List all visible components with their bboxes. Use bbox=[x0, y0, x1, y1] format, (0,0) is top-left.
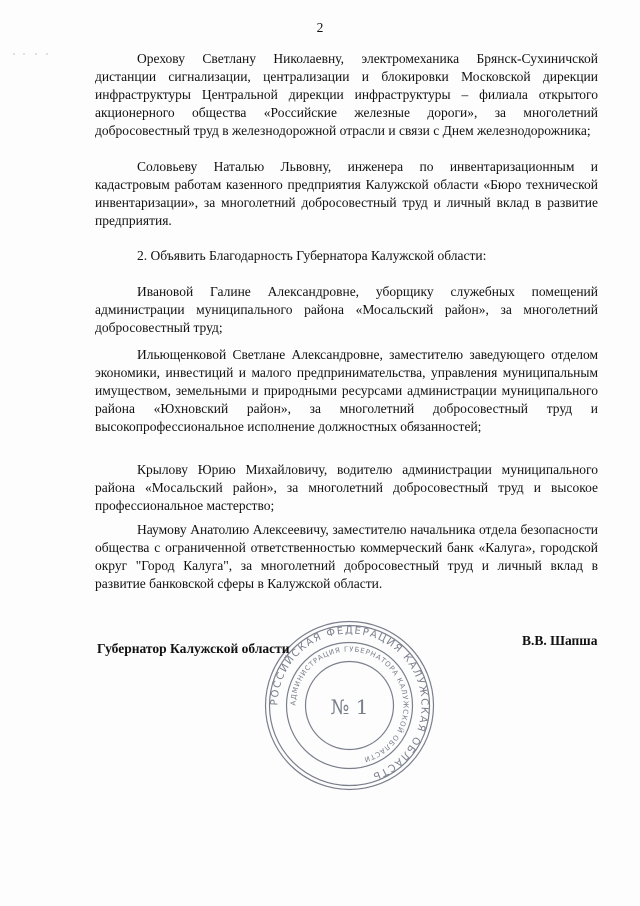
paragraph-ilyushchenkova: Ильющенковой Светлане Александровне, заместителю заведующего отделом экономики, инвестиций и малого предпринимательства, управления муниципальным имуществом, земельными и природными ресурсами администрации муниципального района «Юхновский район», за многолетний добросовестный труд и высокопрофессиональное исполнение должностных обязанностей; bbox=[95, 347, 598, 434]
paragraph-solovyeva: Соловьеву Наталью Львовну, инженера по инвентаризационным и кадастровым работам казенного предприятия Калужской области «Бюро технической инвентаризации», за многолетний добросовестный труд и личный вклад в развитие предприятия. bbox=[95, 159, 598, 228]
paragraph-ivanova: Ивановой Галине Александровне, уборщику служебных помещений администрации муниципального района «Мосальский район», за многолетний добросовестный труд; bbox=[95, 284, 598, 335]
paragraph-naumov: Наумову Анатолию Алексеевичу, заместителю начальника отдела безопасности общества с ограниченной ответственностью коммерческий банк «Калуга», городской округ "Город Калуга", за многолетний добросовестный труд и личный вклад в развитие банковской сферы в Калужской области. bbox=[95, 522, 598, 591]
signature-name: В.В. Шапша bbox=[522, 633, 598, 648]
scan-specks bbox=[12, 44, 52, 62]
paragraph-krylov: Крылову Юрию Михайловичу, водителю администрации муниципального района «Мосальский район», за многолетний добросовестный труд и высокое профессиональное мастерство; bbox=[95, 462, 598, 513]
svg-text:РОССИЙСКАЯ ФЕДЕРАЦИЯ КАЛУЖСКАЯ: РОССИЙСКАЯ ФЕДЕРАЦИЯ КАЛУЖСКАЯ ОБЛАСТЬ bbox=[269, 625, 430, 782]
svg-text:АДМИНИСТРАЦИЯ ГУБЕРНАТОРА КАЛУ: АДМИНИСТРАЦИЯ ГУБЕРНАТОРА КАЛУЖСКОЙ ОБЛАСТИ bbox=[289, 645, 410, 764]
signature-title: Губернатор Калужской области bbox=[97, 641, 290, 656]
paragraph-orekhova: Орехову Светлану Николаевну, электромеханика Брянск-Сухиничской дистанции сигнализации, централизации и блокировки Московской дирекции инфраструктуры Центральной дирекции инфраструктуры – филиала открытого акционерного общества «Российские железные дороги», за многолетний добросовестный труд в железнодорожной отрасли и связи с Днем железнодорожника; bbox=[95, 51, 598, 138]
svg-text:№ 1: № 1 bbox=[330, 695, 369, 719]
page-number: 2 bbox=[316, 20, 324, 35]
section-heading-gratitude: 2. Объявить Благодарность Губернатора Калужской области: bbox=[137, 248, 487, 263]
